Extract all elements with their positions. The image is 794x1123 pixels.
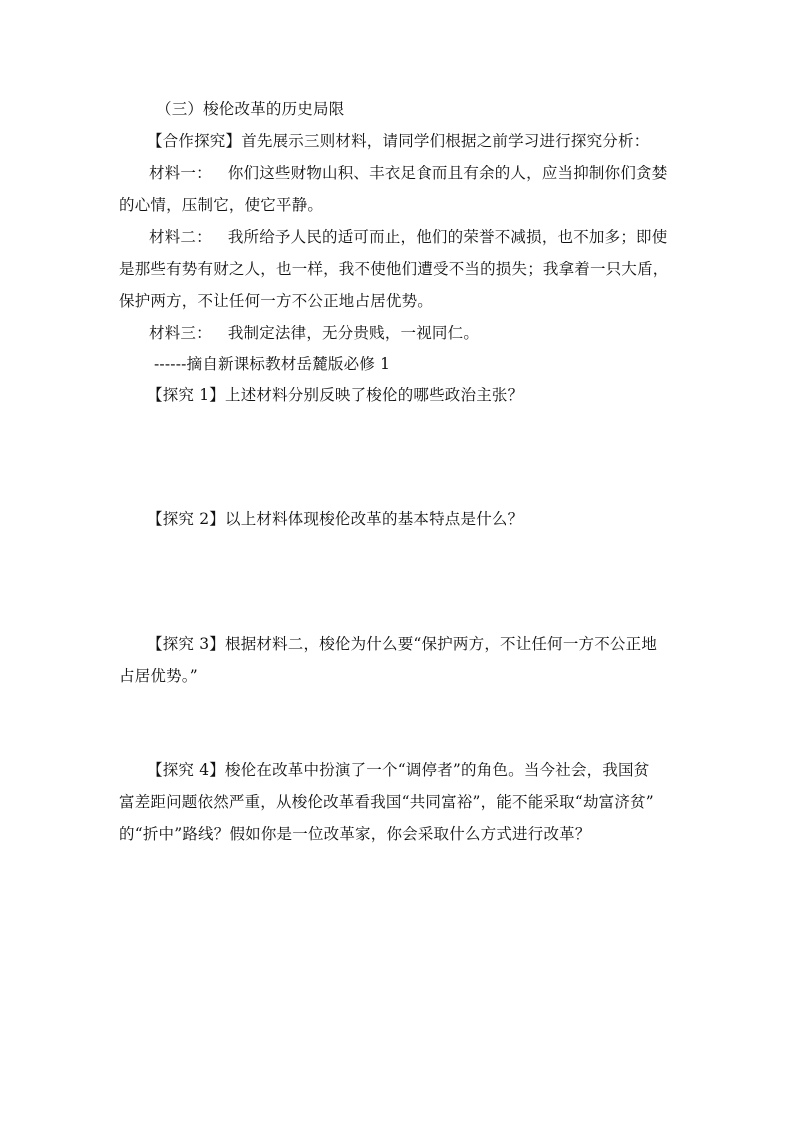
material-2-first-line (149, 226, 667, 248)
section-heading: （三）梭伦改革的历史局限 (156, 100, 345, 118)
question-1: 【探究 1】上述材料分别反映了梭伦的哪些政治主张？ (147, 386, 524, 404)
question-4-line-3: 的“折中”路线？假如你是一位改革家，你会采取什么方式进行改革？ (119, 825, 591, 843)
material-3-text: 我制定法律，无分贵贱，一视同仁。 (227, 324, 480, 342)
question-3-line-1: 【探究 3】根据材料二，梭伦为什么要“保护两方，不让任何一方不公正地 (147, 635, 658, 653)
question-4-line-1: 【探究 4】梭伦在改革中扮演了一个“调停者”的角色。当今社会，我国贫 (147, 761, 650, 779)
material-1-first-line (149, 162, 667, 184)
question-3-line-2: 占居优势。” (119, 667, 198, 685)
question-4-line-2: 富差距问题依然严重，从梭伦改革看我国“共同富裕”，能不能采取“劫富济贫” (119, 793, 654, 811)
source-citation: ------摘自新课标教材岳麓版必修 1 (154, 355, 391, 373)
material-2-line-3: 保护两方，不让任何一方不公正地占居优势。 (119, 292, 434, 310)
material-3-line (149, 322, 479, 344)
intro-paragraph: 【合作探究】首先展示三则材料，请同学们根据之前学习进行探究分析： (147, 132, 650, 150)
material-2-text: 我所给予人民的适可而止，他们的荣誉不减损，也不加多；即使 (227, 228, 668, 246)
material-1-label: 材料一： (149, 164, 212, 182)
material-1-text: 你们这些财物山积、丰衣足食而且有余的人，应当抑制你们贪婪 (227, 164, 668, 182)
material-3-label: 材料三： (149, 324, 212, 342)
question-2: 【探究 2】以上材料体现梭伦改革的基本特点是什么？ (147, 510, 524, 528)
material-2-line-2: 是那些有势有财之人，也一样，我不使他们遭受不当的损失；我拿着一只大盾， (119, 260, 669, 278)
material-1-line-2: 的心情，压制它，使它平静。 (119, 196, 324, 214)
material-2-label: 材料二： (149, 228, 212, 246)
